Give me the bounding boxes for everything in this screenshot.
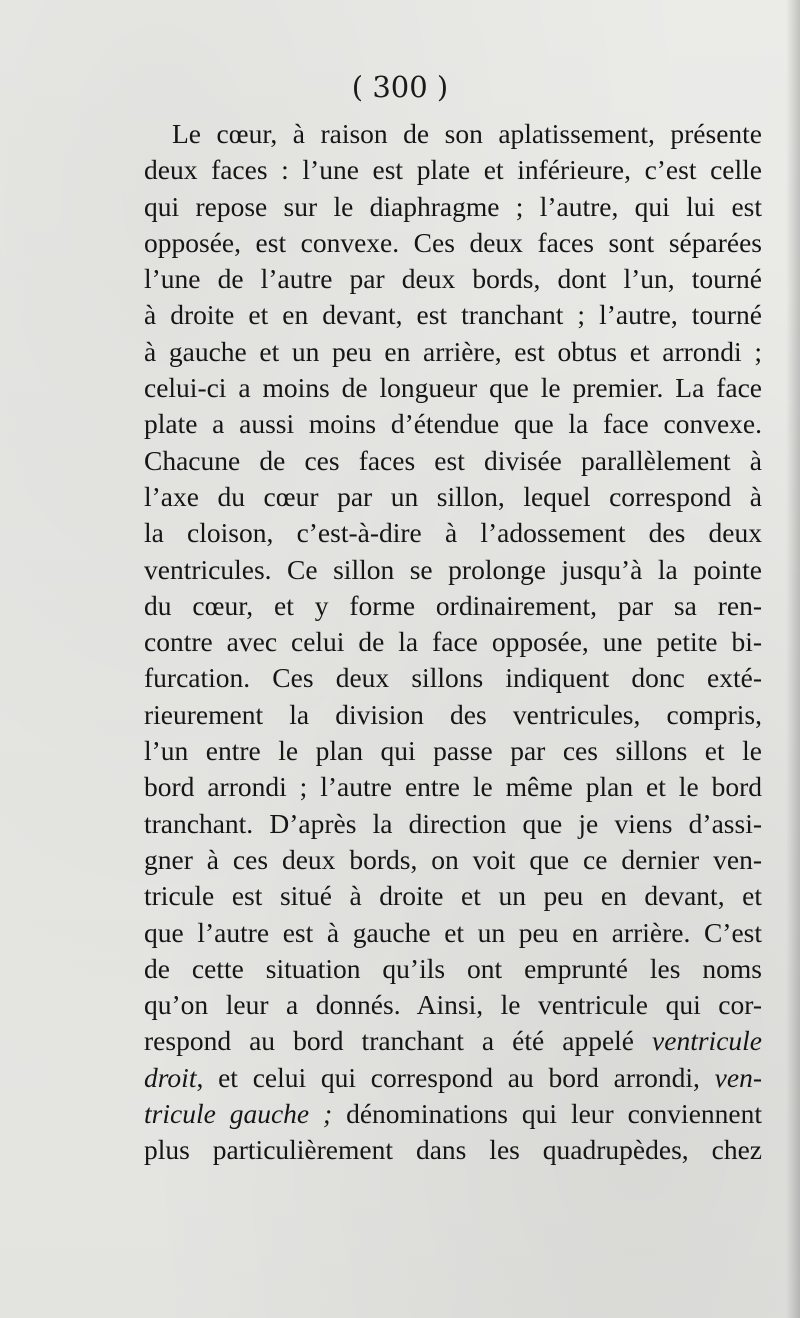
body-text — [144, 116, 762, 1169]
italic-term: tricule gauche ; — [144, 1098, 333, 1130]
text-segment: à gauche et un peu en arrière, est obtus et arrondi ; — [144, 335, 762, 367]
text-line — [144, 225, 762, 261]
text-line — [144, 1023, 762, 1059]
text-line — [144, 1060, 762, 1096]
text-line — [144, 806, 762, 842]
page-number: ( 300 ) — [351, 70, 449, 104]
text-segment: , et celui qui correspond au bord arrondi, — [196, 1061, 715, 1093]
text-segment: furcation. Ces deux sillons indiquent donc exté- — [144, 662, 762, 694]
text-line — [144, 987, 762, 1023]
text-line — [144, 660, 762, 696]
text-line — [144, 878, 762, 914]
text-line — [144, 261, 762, 297]
text-line — [144, 951, 762, 987]
text-segment: l’axe du cœur par un sillon, lequel correspond à — [144, 480, 762, 512]
text-segment: bord arrondi ; l’autre entre le même plan et le bord — [144, 771, 762, 803]
text-segment: deux faces : l’une est plate et inférieure, c’est celle — [144, 154, 762, 186]
text-segment: Le cœur, à raison de son aplatissement, présente — [172, 118, 762, 149]
text-segment: tranchant. D’après la direction que je viens d’assi- — [144, 807, 762, 839]
text-line — [144, 116, 762, 152]
text-segment: ventricules. Ce sillon se prolonge jusqu’à la pointe — [144, 553, 762, 585]
text-line — [144, 915, 762, 951]
text-line — [144, 769, 762, 805]
text-segment: opposée, est convexe. Ces deux faces sont séparées — [144, 226, 762, 258]
text-segment: du cœur, et y forme ordinairement, par sa ren- — [144, 589, 762, 621]
text-line — [144, 443, 762, 479]
text-line — [144, 479, 762, 515]
text-line — [144, 842, 762, 878]
text-segment: plate a aussi moins d’étendue que la face convexe. — [144, 408, 762, 440]
text-segment: que l’autre est à gauche et un peu en arrière. C’est — [144, 916, 762, 948]
italic-term: ven- — [714, 1061, 762, 1093]
text-segment: Chacune de ces faces est divisée parallèlement à — [144, 444, 762, 476]
text-line — [144, 370, 762, 406]
text-line — [144, 515, 762, 551]
text-segment: l’une de l’autre par deux bords, dont l’un, tourné — [144, 263, 762, 295]
text-segment: qu’on leur a donnés. Ainsi, le ventricule qui cor- — [144, 989, 762, 1021]
text-line — [144, 334, 762, 370]
text-line — [144, 588, 762, 624]
text-line — [144, 1132, 762, 1168]
text-segment: de cette situation qu’ils ont emprunté les noms — [144, 952, 762, 984]
text-line — [144, 406, 762, 442]
text-line — [144, 189, 762, 225]
text-segment: contre avec celui de la face opposée, une petite bi- — [144, 626, 762, 658]
text-segment: respond au bord tranchant a été appelé — [144, 1025, 653, 1057]
text-segment: à droite et en devant, est tranchant ; l’autre, tourné — [144, 299, 762, 331]
text-line — [144, 697, 762, 733]
text-segment: gner à ces deux bords, on voit que ce dernier ven- — [144, 843, 762, 875]
text-line — [144, 1096, 762, 1132]
page-edge-shadow — [786, 0, 800, 1318]
text-segment: tricule est situé à droite et un peu en devant, et — [144, 880, 762, 912]
text-line — [144, 152, 762, 188]
text-line — [144, 624, 762, 660]
italic-term: ventricule — [652, 1025, 762, 1057]
text-segment: celui-ci a moins de longueur que le premier. La face — [144, 372, 762, 404]
text-segment: dénominations qui leur conviennent — [332, 1098, 763, 1130]
text-line — [144, 552, 762, 588]
text-segment: l’un entre le plan qui passe par ces sillons et le — [144, 735, 762, 767]
text-segment: qui repose sur le diaphragme ; l’autre, qui lui est — [144, 190, 762, 222]
text-segment: rieurement la division des ventricules, compris, — [144, 698, 762, 730]
text-line — [144, 733, 762, 769]
text-segment: la cloison, c’est-à-dire à l’adossement des deux — [144, 517, 762, 549]
text-line — [144, 297, 762, 333]
text-segment: plus particulièrement dans les quadrupèdes, chez — [144, 1134, 762, 1166]
italic-term: droit — [144, 1061, 197, 1093]
